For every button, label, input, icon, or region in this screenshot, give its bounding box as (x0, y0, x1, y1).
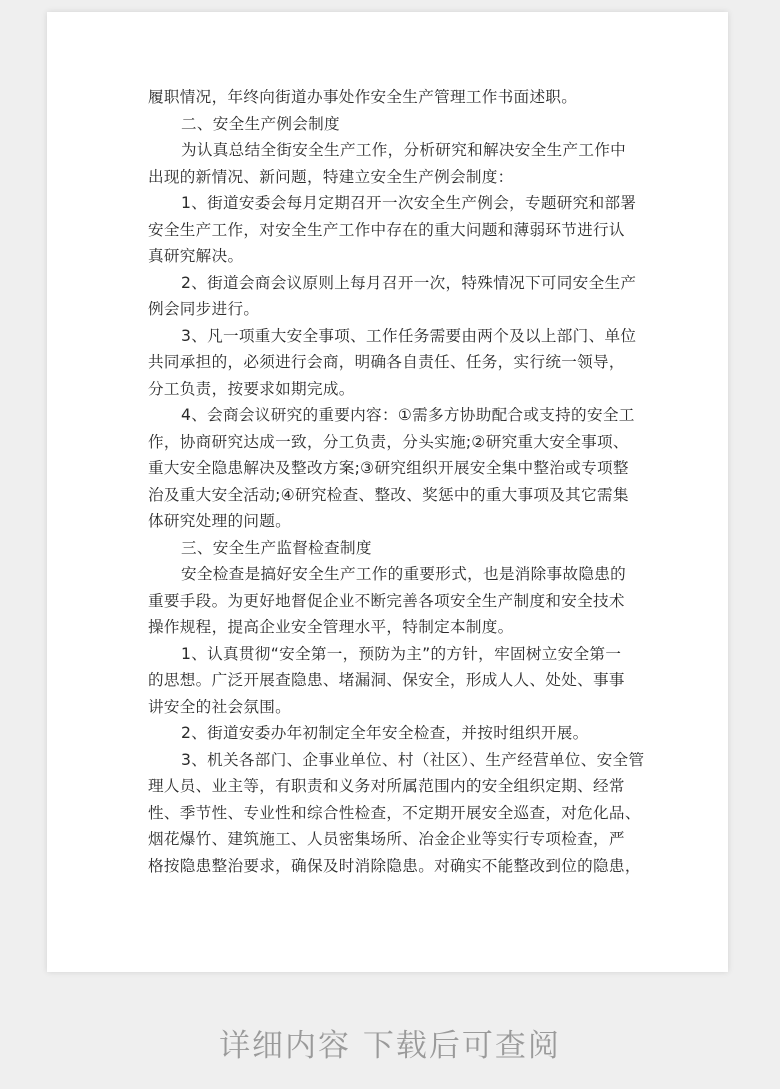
text-line: 治及重大安全活动;④研究检查、整改、奖惩中的重大事项及其它需集 (148, 485, 629, 504)
text-line: 3、机关各部门、企事业单位、村（社区）、生产经营单位、安全管 (181, 750, 645, 769)
text-line: 理人员、业主等，有职责和义务对所属范围内的安全组织定期、经常 (148, 777, 625, 795)
text-line: 烟花爆竹、建筑施工、人员密集场所、冶金企业等实行专项检查，严 (148, 830, 625, 848)
document-body (148, 84, 645, 879)
text-line: 4、会商会议研究的重要内容：①需多方协助配合或支持的安全工 (181, 406, 635, 424)
text-line: 格按隐患整治要求，确保及时消除隐患。对确实不能整改到位的隐患， (148, 856, 641, 875)
download-hint: 详细内容 下载后可查阅 (219, 1028, 561, 1064)
text-line: 作，协商研究达成一致，分工负责，分头实施;②研究重大安全事项、 (148, 432, 629, 451)
text-line: 重大安全隐患解决及整改方案;③研究组织开展安全集中整治或专项整 (148, 459, 629, 477)
text-line: 共同承担的，必须进行会商，明确各自责任、任务，实行统一领导， (148, 353, 625, 371)
text-line: 三、安全生产监督检查制度 (181, 538, 372, 557)
text-line: 1、认真贯彻“安全第一，预防为主”的方针，牢固树立安全第一 (181, 644, 622, 663)
document-page (47, 12, 728, 972)
text-line: 重要手段。为更好地督促企业不断完善各项安全生产制度和安全技术 (148, 591, 625, 610)
text-line: 2、街道安委办年初制定全年安全检查，并按时组织开展。 (181, 724, 589, 742)
text-line: 安全检查是搞好安全生产工作的重要形式，也是消除事故隐患的 (181, 565, 627, 583)
text-line: 二、安全生产例会制度 (181, 114, 340, 133)
text-line: 3、凡一项重大安全事项、工作任务需要由两个及以上部门、单位 (181, 326, 637, 345)
text-line: 的思想。广泛开展查隐患、堵漏洞、保安全，形成人人、处处、事事 (148, 671, 625, 689)
text-line: 分工负责，按要求如期完成。 (148, 379, 355, 398)
text-line: 例会同步进行。 (148, 300, 260, 318)
text-line: 2、街道会商会议原则上每月召开一次，特殊情况下可同安全生产 (181, 273, 637, 292)
text-line: 履职情况，年终向街道办事处作安全生产管理工作书面述职。 (148, 88, 578, 106)
text-line: 体研究处理的问题。 (148, 512, 292, 530)
text-line: 真研究解决。 (148, 247, 244, 265)
text-line: 出现的新情况、新问题，特建立安全生产例会制度： (148, 167, 514, 186)
text-line: 1、街道安委会每月定期召开一次安全生产例会，专题研究和部署 (181, 194, 637, 212)
text-line: 操作规程，提高企业安全管理水平，特制定本制度。 (148, 618, 514, 636)
text-line: 讲安全的社会氛围。 (148, 697, 292, 716)
text-line: 性、季节性、专业性和综合性检查，不定期开展安全巡查，对危化品、 (148, 803, 641, 822)
text-line: 为认真总结全街安全生产工作，分析研究和解决安全生产工作中 (181, 141, 627, 159)
text-line: 安全生产工作，对安全生产工作中存在的重大问题和薄弱环节进行认 (148, 220, 625, 239)
